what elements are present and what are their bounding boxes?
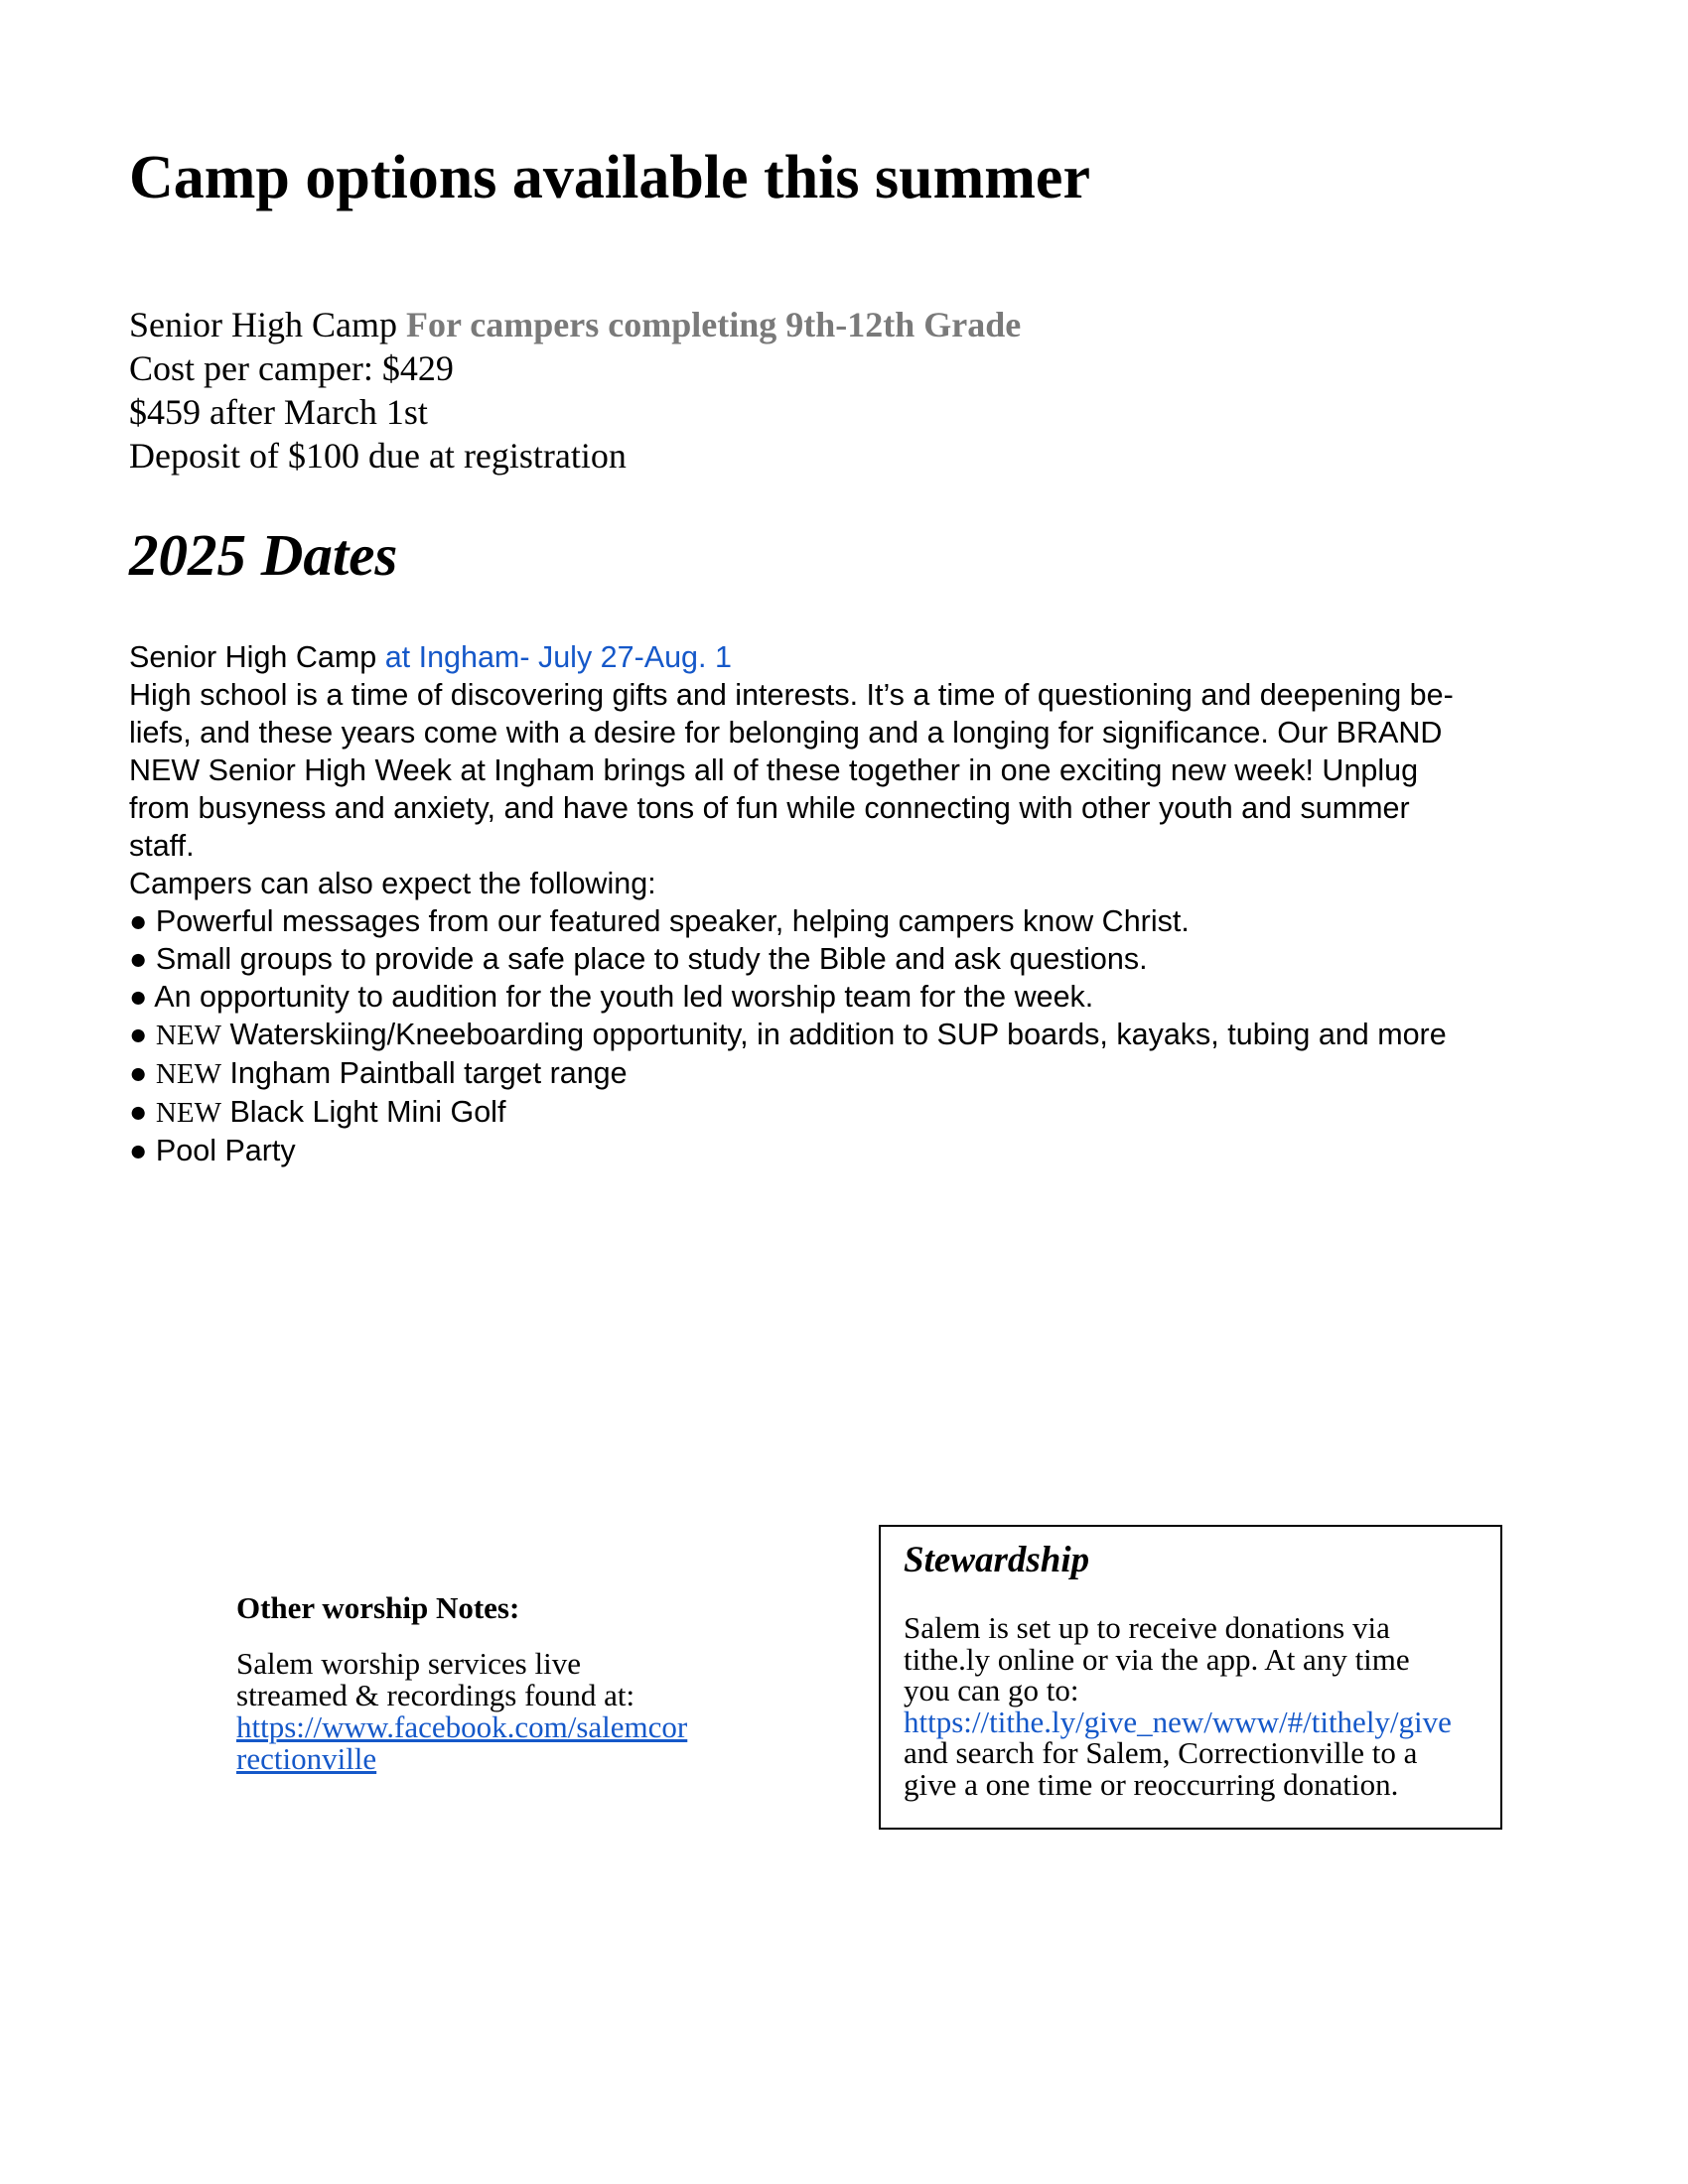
- camp-deposit: Deposit of $100 due at registration: [129, 436, 627, 476]
- description-line: staff.: [129, 829, 195, 863]
- new-tag: NEW: [155, 1058, 221, 1090]
- camp-info-header: [129, 303, 1519, 346]
- bullet-item: [129, 1093, 1579, 1132]
- bullet-icon: ●: [129, 1134, 148, 1167]
- bullet-item: [129, 978, 1579, 1016]
- bullet-icon: ●: [129, 980, 148, 1014]
- page-title: Camp options available this summer: [129, 144, 1090, 211]
- bullet-text: Black Light Mini Golf: [229, 1095, 506, 1129]
- bullet-item: [129, 902, 1579, 940]
- stewardship-body: [904, 1612, 1494, 1800]
- new-tag: NEW: [155, 1020, 221, 1051]
- expect-intro: Campers can also expect the following:: [129, 867, 656, 900]
- camp-details-header: [129, 638, 1579, 676]
- stewardship-line: you can go to:: [904, 1673, 1079, 1707]
- description-line: High school is a time of discovering gifts and interests. It’s a time of questioning and deepening be-: [129, 678, 1454, 712]
- bullet-text: An opportunity to audition for the youth led worship team for the week.: [154, 980, 1094, 1014]
- stewardship-line: tithe.ly online or via the app. At any time: [904, 1641, 1410, 1677]
- camp-cost: Cost per camper: $429: [129, 348, 454, 388]
- worship-notes-section: [236, 1592, 693, 1775]
- facebook-link[interactable]: https://www.facebook.com/salemcorrectionville: [236, 1709, 688, 1776]
- bullet-item: [129, 1016, 1579, 1054]
- camp-name: Senior High Camp: [129, 305, 397, 344]
- bullet-item: [129, 1132, 1579, 1169]
- bullet-text: Small groups to provide a safe place to study the Bible and ask questions.: [155, 942, 1148, 976]
- camp-details-section: [129, 638, 1579, 1169]
- bullet-text: Ingham Paintball target range: [229, 1056, 628, 1090]
- description-line: liefs, and these years come with a desire for belonging and a longing for significance. Our BRAND: [129, 716, 1443, 750]
- camp-info-section: [129, 303, 1519, 478]
- camp-location-dates: at Ingham- July 27-Aug. 1: [384, 640, 732, 674]
- stewardship-box: [879, 1525, 1502, 1830]
- new-tag: NEW: [155, 1097, 221, 1129]
- bullet-item: [129, 1054, 1579, 1093]
- worship-notes-heading: Other worship Notes:: [236, 1590, 520, 1625]
- stewardship-line: Salem is set up to receive donations via: [904, 1610, 1390, 1645]
- stewardship-line: give a one time or reoccurring donation.: [904, 1766, 1399, 1802]
- description-line: from busyness and anxiety, and have tons of fun while connecting with other youth and summer: [129, 791, 1410, 825]
- stewardship-heading: Stewardship: [904, 1540, 1090, 1580]
- grade-note: For campers completing 9th-12th Grade: [405, 305, 1022, 344]
- bullet-text: Waterskiing/Kneeboarding opportunity, in addition to SUP boards, kayaks, tubing and more: [229, 1018, 1447, 1051]
- bullet-icon: ●: [129, 942, 148, 976]
- camp-details-name: Senior High Camp: [129, 640, 377, 674]
- bullet-text: Pool Party: [155, 1134, 296, 1167]
- worship-notes-text: Salem worship services live streamed & recordings found at:: [236, 1646, 635, 1712]
- bullet-icon: ●: [129, 1018, 148, 1051]
- bullet-icon: ●: [129, 904, 148, 938]
- stewardship-line: and search for Salem, Correctionville to a: [904, 1735, 1418, 1770]
- bullet-text: Powerful messages from our featured speaker, helping campers know Christ.: [155, 904, 1190, 938]
- tithely-link[interactable]: https://tithe.ly/give_new/www/#/tithely/give: [904, 1704, 1452, 1739]
- description-line: NEW Senior High Week at Ingham brings all of these together in one exciting new week! Unplug: [129, 753, 1419, 787]
- bullet-item: [129, 940, 1579, 978]
- camp-late-cost: $459 after March 1st: [129, 392, 428, 432]
- bullet-icon: ●: [129, 1095, 148, 1129]
- bullet-icon: ●: [129, 1056, 148, 1090]
- dates-heading: 2025 Dates: [129, 522, 398, 588]
